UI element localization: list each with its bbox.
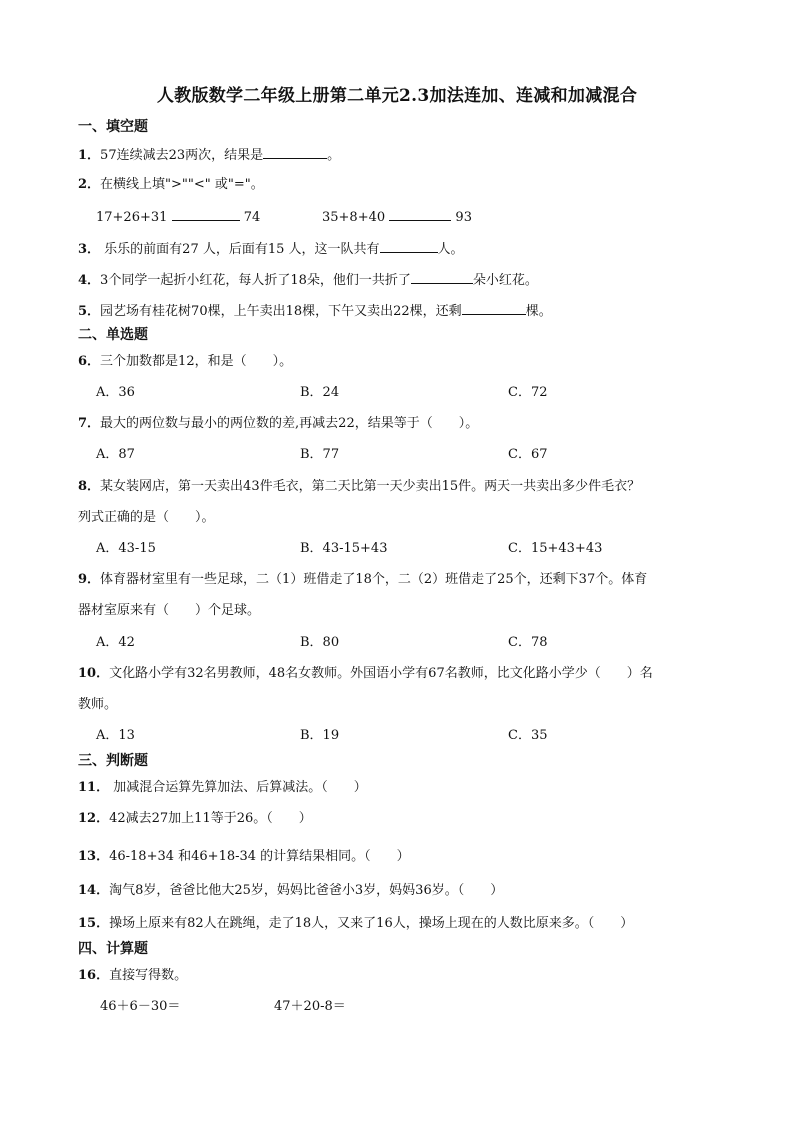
expression: 17+26+31 [96, 210, 168, 225]
question-text-end: 。 [327, 148, 341, 163]
answer-blank[interactable] [389, 208, 451, 221]
question-number: 1． [78, 148, 101, 163]
question-9 [78, 572, 647, 588]
option-a[interactable]: A．43-15 [96, 541, 156, 556]
question-number: 9． [78, 572, 101, 587]
compare-value: 74 [243, 210, 261, 225]
question-text-end: 朵小红花。 [472, 273, 538, 288]
question-text-end: 棵。 [525, 304, 552, 319]
question-5 [78, 302, 552, 320]
option-a[interactable]: A．42 [96, 635, 135, 650]
question-text: 体育器材室里有一些足球，二（1）班借走了18个，二（2）班借走了25个，还剩下37个。体育 [100, 572, 648, 587]
question-2-expression-a [96, 208, 260, 226]
question-15 [78, 916, 633, 932]
question-8 [78, 479, 640, 495]
question-14 [78, 883, 503, 899]
question-11 [78, 780, 367, 796]
question-number: 2． [78, 177, 101, 192]
question-2 [78, 177, 264, 193]
question-number: 16． [78, 968, 110, 983]
expression: 35+8+40 [322, 210, 386, 225]
option-a[interactable]: A．36 [96, 385, 135, 400]
option-c[interactable]: C．35 [508, 728, 548, 743]
option-b[interactable]: B．43-15+43 [300, 541, 388, 556]
question-number: 13． [78, 849, 110, 864]
question-text: 42减去27加上11等于26。（ ） [109, 811, 312, 826]
question-number: 11． [78, 780, 110, 795]
question-12 [78, 811, 312, 827]
question-6 [78, 354, 292, 370]
question-number: 7． [78, 416, 101, 431]
question-16 [78, 968, 187, 984]
option-c[interactable]: C．67 [508, 447, 548, 462]
compare-value: 93 [455, 210, 472, 225]
option-a[interactable]: A．13 [96, 728, 135, 743]
page-title: 人教版数学二年级上册第二单元2.3加法连加、连减和加减混合 [156, 86, 638, 106]
question-text: 46-18+34 和46+18-34 的计算结果相同。（ ） [109, 849, 410, 864]
question-text: 直接写得数。 [109, 968, 188, 983]
question-text: 在横线上填">""<" 或"="。 [100, 177, 264, 192]
answer-blank[interactable] [263, 146, 327, 159]
option-a[interactable]: A．87 [96, 447, 135, 462]
question-10 [78, 666, 653, 682]
question-number: 14． [78, 883, 110, 898]
question-text: 操场上原来有82人在跳绳，走了18人，又来了16人，操场上现在的人数比原来多。（ ） [109, 916, 634, 931]
question-text: 57连续减去23两次，结果是 [100, 148, 264, 163]
answer-blank[interactable] [172, 208, 240, 221]
answer-blank[interactable] [411, 271, 473, 284]
question-text: 3个同学一起折小红花，每人折了18朵，他们一共折了 [100, 273, 411, 288]
question-3 [78, 240, 464, 258]
option-c[interactable]: C．78 [508, 635, 548, 650]
question-number: 12． [78, 811, 110, 826]
answer-blank[interactable] [380, 240, 438, 253]
section-heading-fill-blank: 一、填空题 [78, 119, 148, 135]
question-text: 某女装网店，第一天卖出43件毛衣，第二天比第一天少卖出15件。两天一共卖出多少件毛衣？ [100, 479, 641, 494]
question-number: 4． [78, 273, 101, 288]
question-number: 3． [78, 242, 101, 257]
option-b[interactable]: B．77 [300, 447, 340, 462]
question-text: 加减混合运算先算加法、后算减法。（ ） [109, 780, 367, 795]
question-number: 8． [78, 479, 101, 494]
question-number: 15． [78, 916, 110, 931]
question-text: 文化路小学有32名男教师，48名女教师。外国语小学有67名教师，比文化路小学少（ ）名 [109, 666, 653, 681]
question-text: 三个加数都是12，和是（ ）。 [100, 354, 293, 369]
question-text: 淘气8岁，爸爸比他大25岁，妈妈比爸爸小3岁，妈妈36岁。（ ） [109, 883, 504, 898]
question-text: 乐乐的前面有27 人，后面有15 人，这一队共有 [100, 242, 380, 257]
option-b[interactable]: B．19 [300, 728, 340, 743]
section-heading-true-false: 三、判断题 [78, 753, 148, 769]
question-1 [78, 146, 340, 164]
question-number: 6． [78, 354, 101, 369]
question-2-expression-b [322, 208, 472, 226]
section-heading-single-choice: 二、单选题 [78, 327, 148, 343]
calc-expression-a: 46＋6－30＝ [100, 999, 181, 1014]
calc-expression-b: 47＋20-8＝ [274, 999, 346, 1014]
question-13 [78, 849, 410, 865]
question-number: 10． [78, 666, 110, 681]
question-text: 园艺场有桂花树70棵，上午卖出18棵，下午又卖出22棵，还剩 [100, 304, 462, 319]
section-heading-calculation: 四、计算题 [78, 941, 148, 957]
option-b[interactable]: B．24 [300, 385, 340, 400]
question-9-line-2: 器材室原来有（ ）个足球。 [78, 603, 261, 618]
question-number: 5． [78, 304, 101, 319]
answer-blank[interactable] [462, 302, 526, 315]
question-4 [78, 271, 538, 289]
option-c[interactable]: C．72 [508, 385, 548, 400]
question-text-end: 人。 [437, 242, 464, 257]
question-text: 最大的两位数与最小的两位数的差,再减去22，结果等于（ ）。 [100, 416, 479, 431]
question-10-line-2: 教师。 [78, 697, 118, 712]
option-b[interactable]: B．80 [300, 635, 340, 650]
question-8-line-2: 列式正确的是（ ）。 [78, 510, 215, 525]
question-7 [78, 416, 478, 432]
option-c[interactable]: C．15+43+43 [508, 541, 603, 556]
